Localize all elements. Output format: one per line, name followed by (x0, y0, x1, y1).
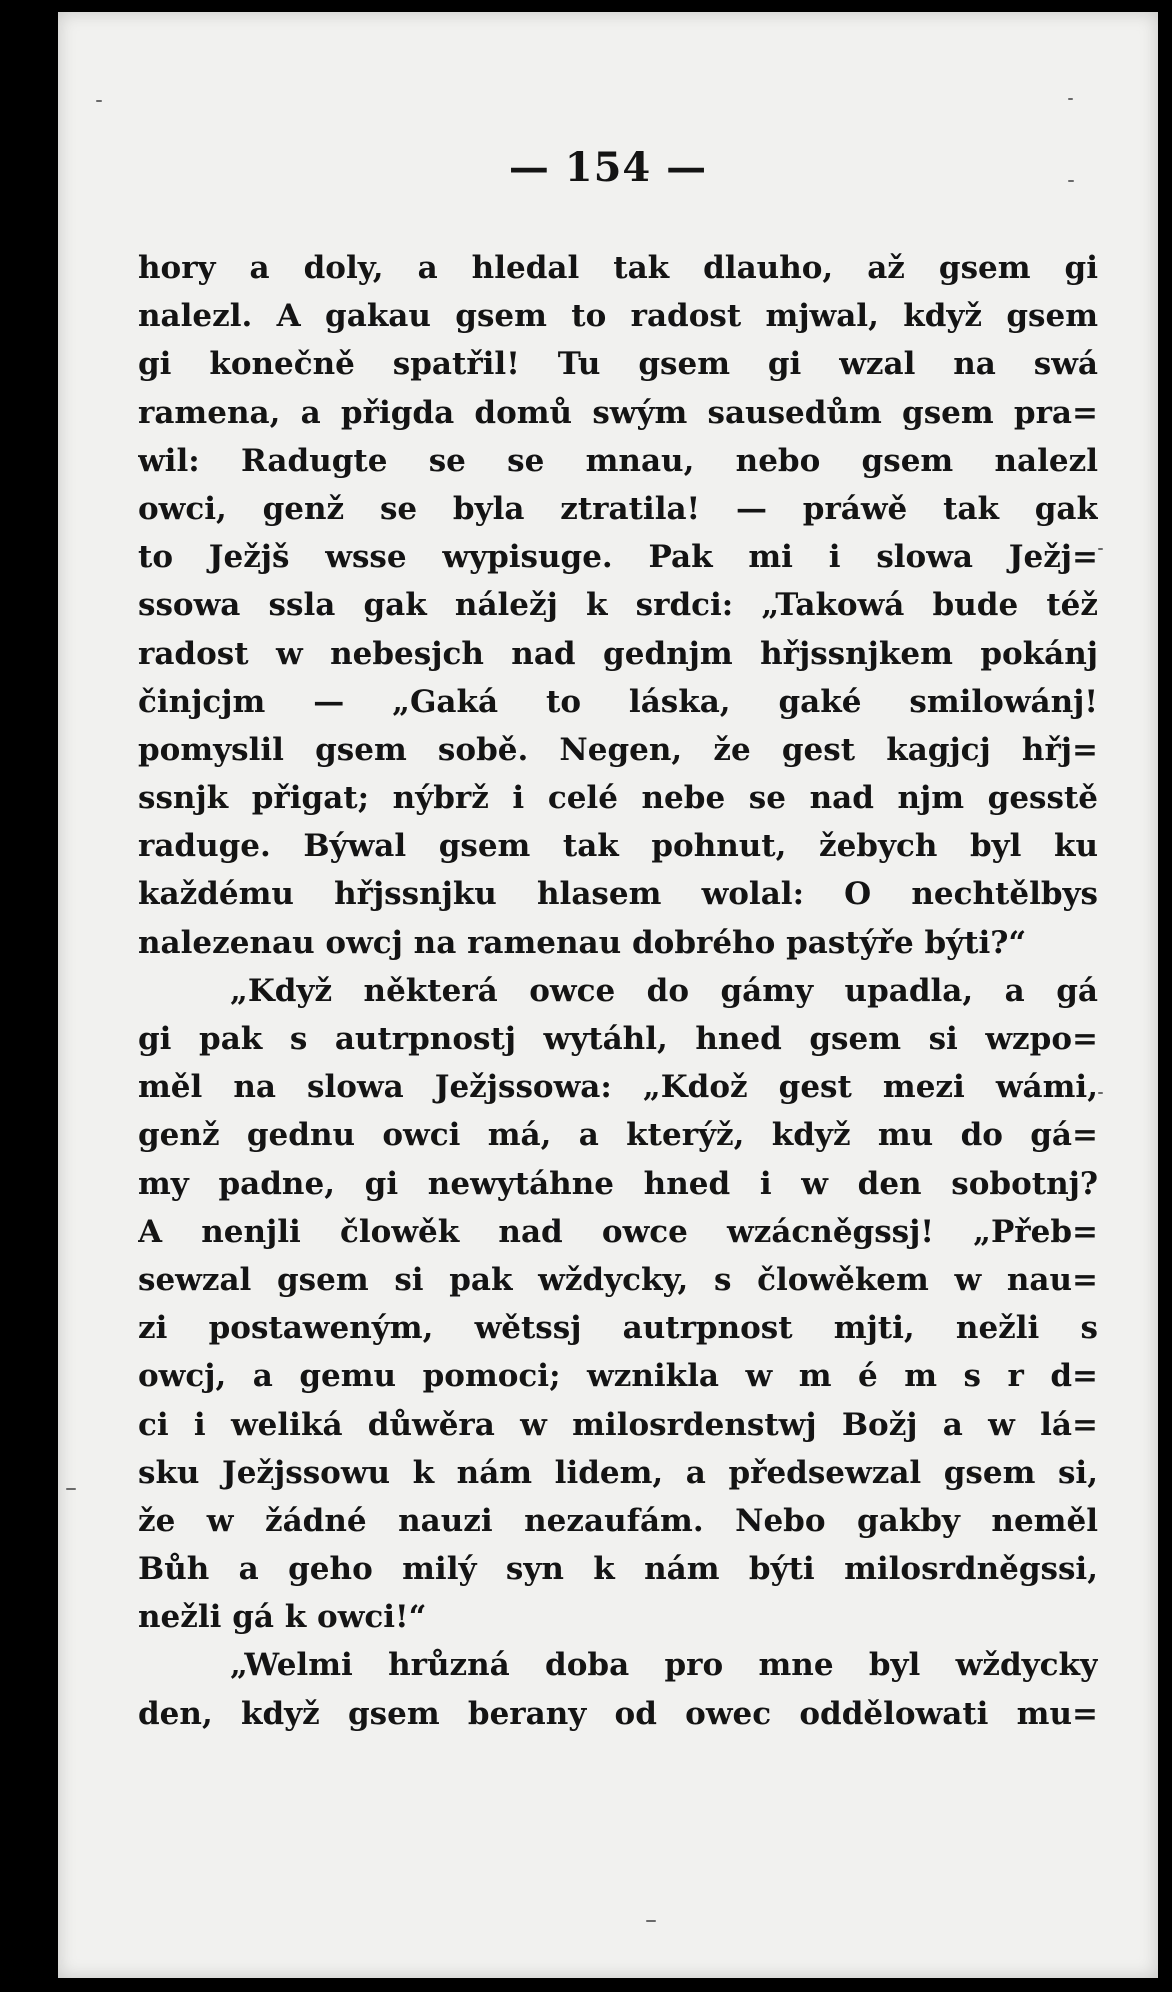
text-line: ssowa ssla gak náležj k srdci: „Takowá bude též (138, 587, 1098, 624)
text-line: „Když některá owce do gámy upadla, a gá (230, 972, 1098, 1009)
text-line: ssnjk přigat; nýbrž i celé nebe se nad njm gesstě (138, 780, 1098, 817)
body-text (138, 244, 1098, 1738)
page-number: — 154 — (508, 144, 708, 191)
text-line: A nenjli člowěk nad owce wzácněgssj! „Přeb= (138, 1213, 1098, 1250)
text-line: nežli gá k owci!“ (138, 1599, 427, 1636)
text-line: že w žádné nauzi nezaufám. Nebo gakby neměl (138, 1502, 1098, 1539)
paper-speck (1098, 548, 1103, 550)
text-line: sewzal gsem si pak wždycky, s člowěkem w nau= (138, 1261, 1098, 1298)
paper-speck (1098, 1092, 1103, 1094)
paper-speck (1068, 98, 1073, 100)
text-line: měl na slowa Ježjssowa: „Kdož gest mezi wámi, (138, 1069, 1098, 1106)
book-page (58, 12, 1158, 1978)
text-line: den, když gsem berany od owec oddělowati mu= (138, 1695, 1098, 1732)
text-line: gi konečně spatřil! Tu gsem gi wzal na swá (138, 346, 1098, 383)
text-line: Bůh a geho milý syn k nám býti milosrdněgssi, (138, 1551, 1098, 1588)
text-line: ci i weliká důwěra w milosrdenstwj Božj a w lá= (138, 1406, 1098, 1443)
text-line: gi pak s autrpnostj wytáhl, hned gsem si wzpo= (138, 1021, 1098, 1057)
text-line: owci, genž se byla ztratila! — práwě tak gak (138, 490, 1098, 527)
paper-speck (1068, 180, 1074, 182)
text-line: hory a doly, a hledal tak dlauho, až gsem gi (138, 250, 1098, 286)
text-line: owcj, a gemu pomoci; wznikla w m é m s r d= (138, 1358, 1098, 1395)
text-line: to Ježjš wsse wypisuge. Pak mi i slowa Ježj= (138, 539, 1098, 576)
text-line: genž gednu owci má, a kterýž, když mu do gá= (138, 1117, 1098, 1154)
text-line: radost w nebesjch nad gednjm hřjssnjkem pokánj (138, 635, 1098, 672)
text-line: raduge. Býwal gsem tak pohnut, žebych byl ku (138, 828, 1098, 865)
text-line: zi postaweným, wětssj autrpnost mjti, nežli s (138, 1310, 1098, 1347)
paper-speck (96, 100, 102, 102)
text-line: wil: Radugte se se mnau, nebo gsem nalezl (138, 442, 1098, 479)
text-line: činjcjm — „Gaká to láska, gaké smilowánj! (138, 683, 1098, 720)
paper-speck (66, 1488, 76, 1490)
text-line: pomyslil gsem sobě. Negen, že gest kagjcj hřj= (138, 731, 1098, 768)
text-line: „Welmi hrůzná doba pro mne byl wždycky (230, 1647, 1098, 1684)
text-line: nalezenau owcj na ramenau dobrého pastýře býti?“ (138, 924, 1027, 961)
text-line: každému hřjssnjku hlasem wolal: O nechtělbys (138, 876, 1098, 913)
text-line: ramena, a přigda domů swým sausedům gsem pra= (138, 394, 1098, 431)
text-line: my padne, gi newytáhne hned i w den sobotnj? (138, 1165, 1098, 1202)
paper-speck (646, 1920, 656, 1922)
text-line: nalezl. A gakau gsem to radost mjwal, když gsem (138, 298, 1098, 335)
text-line: sku Ježjssowu k nám lidem, a předsewzal gsem si, (138, 1454, 1098, 1491)
